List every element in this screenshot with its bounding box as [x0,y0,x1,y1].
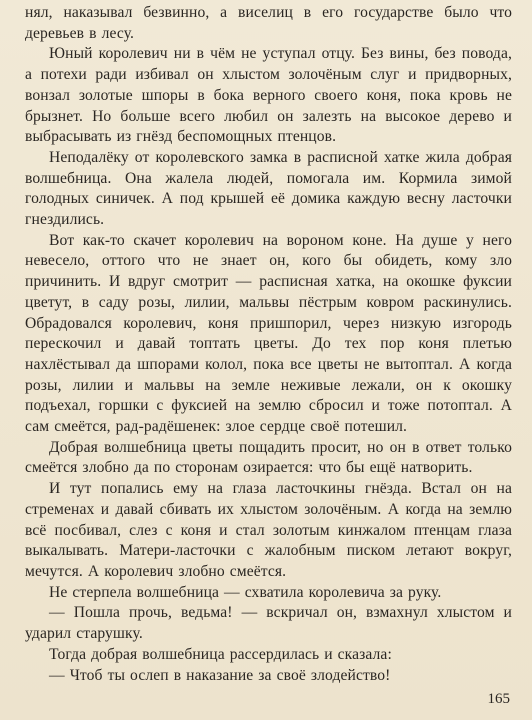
page-number: 165 [487,691,510,707]
paragraph-8: — Пошла прочь, ведьма! — вскричал он, взмахнул хлыстом и ударил старушку. [25,604,512,643]
paragraph-7: Не стерпела волшебница — схватила королевича за руку. [49,583,442,601]
paragraph-3: Неподалёку от королевского замка в расписной хатке жила добрая волшебница. Она жалела людей, помогала им. Кормила зимой голодных синичек. А под крышей её домика каждую весну ласточки гнездились. [25,148,512,229]
paragraph-6: И тут попались ему на глаза ласточкины гнёзда. Встал он на стременах и давай сбивать их хлыстом золочёным. А когда на землю всё посбивал, слез с коня и стал золотым кинжалом птенцам глаза выкалывать. Матери-ласточки с жалобным писком летают вокруг, мечутся. А королевич злобно смеётся. [25,480,512,580]
paragraph-2: Юный королевич ни в чём не уступал отцу. Без вины, без повода, а потехи ради избивал он хлыстом золочёным слуг и придворных, вонзал золотые шпоры в бока верного своего коня, пока кровь не брызнет. Но больше всего любил он залезть на высокое дерево и выбрасывать из гнёзд беспомощных птенцов. [25,45,512,146]
text-body [25,3,512,686]
paragraph-9: Тогда добрая волшебница рассердилась и сказала: [49,645,392,663]
paragraph-10: — Чтоб ты ослеп в наказание за своё злодейство! [49,666,391,684]
paragraph-5: Добрая волшебница цветы пощадить просит, но он в ответ только смеётся злобно да по сторонам озирается: что бы ещё натворить. [25,438,512,477]
paragraph-4: Вот как-то скачет королевич на вороном коне. На душе у него невесело, оттого что не знает он, кого бы обидеть, кому зло причинить. И вдруг смотрит — расписная хатка, на окошке фуксии цветут, в саду розы, лилии, мальвы пёстрым ковром раскинулись. Обрадовался королевич, коня пришпорил, через низкую изгородь перескочил и давай топтать цветы. До тех пор коня плетью нахлёстывал да шпорами колол, пока все цветы не вытоптал. А когда розы, лилии и мальвы на земле неживые лежали, он к окошку подъехал, горшки с фуксией на землю сбросил и тоже потоптал. А сам смеётся, рад-радёшенек: злое сердце своё потешил. [25,231,512,436]
paragraph-1: нял, наказывал безвинно, а виселиц в его государстве было что деревьев в лесу. [25,4,512,42]
